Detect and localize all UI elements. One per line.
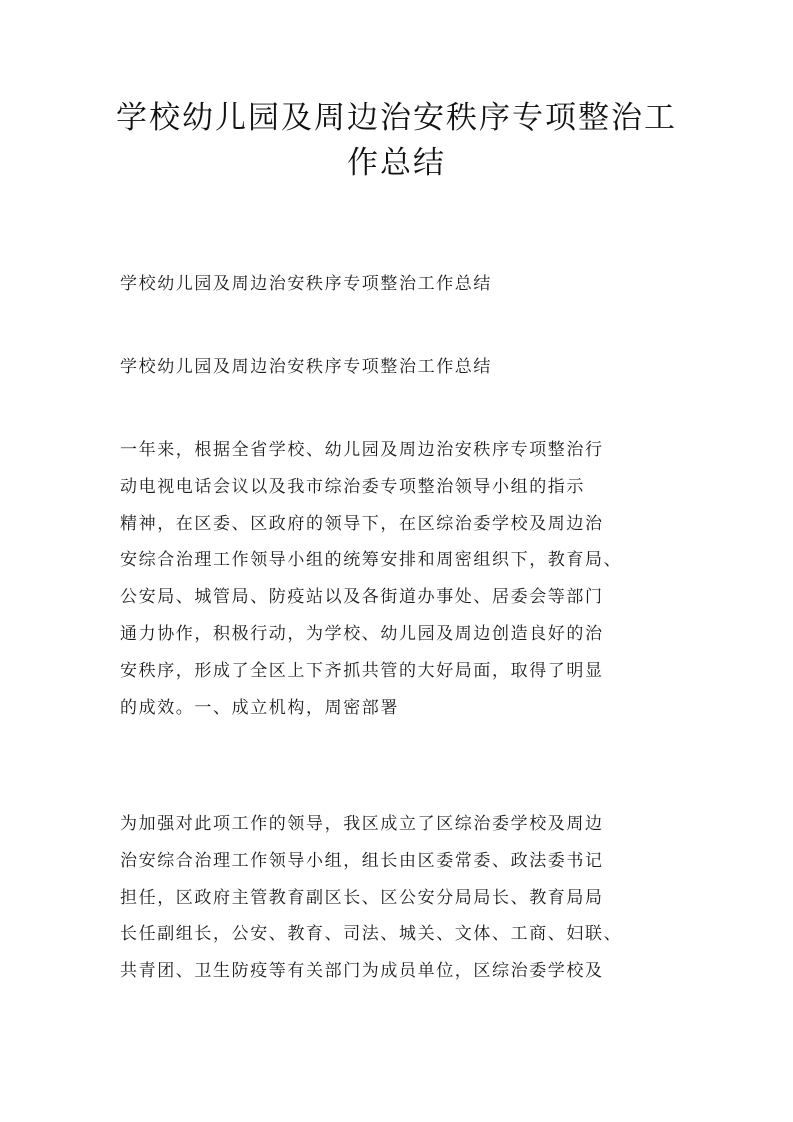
paragraph-1-line: 公安局、城管局、防疫站以及各街道办事处、居委会等部门	[120, 587, 604, 608]
paragraph-1-line: 一年来，根据全省学校、幼儿园及周边治安秩序专项整治行	[120, 440, 604, 460]
paragraph-2-line: 治安综合治理工作领导小组，组长由区委常委、政法委书记	[120, 850, 604, 871]
paragraph-2-line: 担任，区政府主管教育副区长、区公安分局局长、教育局局	[120, 887, 604, 908]
paragraph-2-line: 长任副组长，公安、教育、司法、城关、文体、工商、妇联、	[120, 924, 623, 945]
subtitle-2: 学校幼儿园及周边治安秩序专项整治工作总结	[120, 357, 492, 377]
paragraph-2-line: 为加强对此项工作的领导，我区成立了区综治委学校及周边	[120, 814, 604, 834]
paragraph-1-line: 安综合治理工作领导小组的统筹安排和周密组织下，教育局、	[120, 550, 623, 571]
title-line-2: 作总结	[347, 145, 446, 181]
document-title	[100, 96, 693, 186]
paragraph-1-line: 精神，在区委、区政府的领导下，在区综治委学校及周边治	[120, 513, 604, 534]
paragraph-1-line: 的成效。一、成立机构，周密部署	[120, 697, 399, 718]
paragraph-2-line: 共青团、卫生防疫等有关部门为成员单位，区综治委学校及	[120, 961, 604, 982]
subtitle-1: 学校幼儿园及周边治安秩序专项整治工作总结	[120, 274, 492, 294]
paragraph-1-line: 通力协作，积极行动，为学校、幼儿园及周边创造良好的治	[120, 623, 604, 644]
paragraph-1-line: 安秩序，形成了全区上下齐抓共管的大好局面，取得了明显	[120, 660, 604, 681]
paragraph-1	[120, 438, 680, 732]
title-line-1: 学校幼儿园及周边治安秩序专项整治工	[116, 100, 677, 136]
paragraph-1-line: 动电视电话会议以及我市综治委专项整治领导小组的指示	[120, 476, 585, 497]
paragraph-2	[120, 812, 680, 996]
